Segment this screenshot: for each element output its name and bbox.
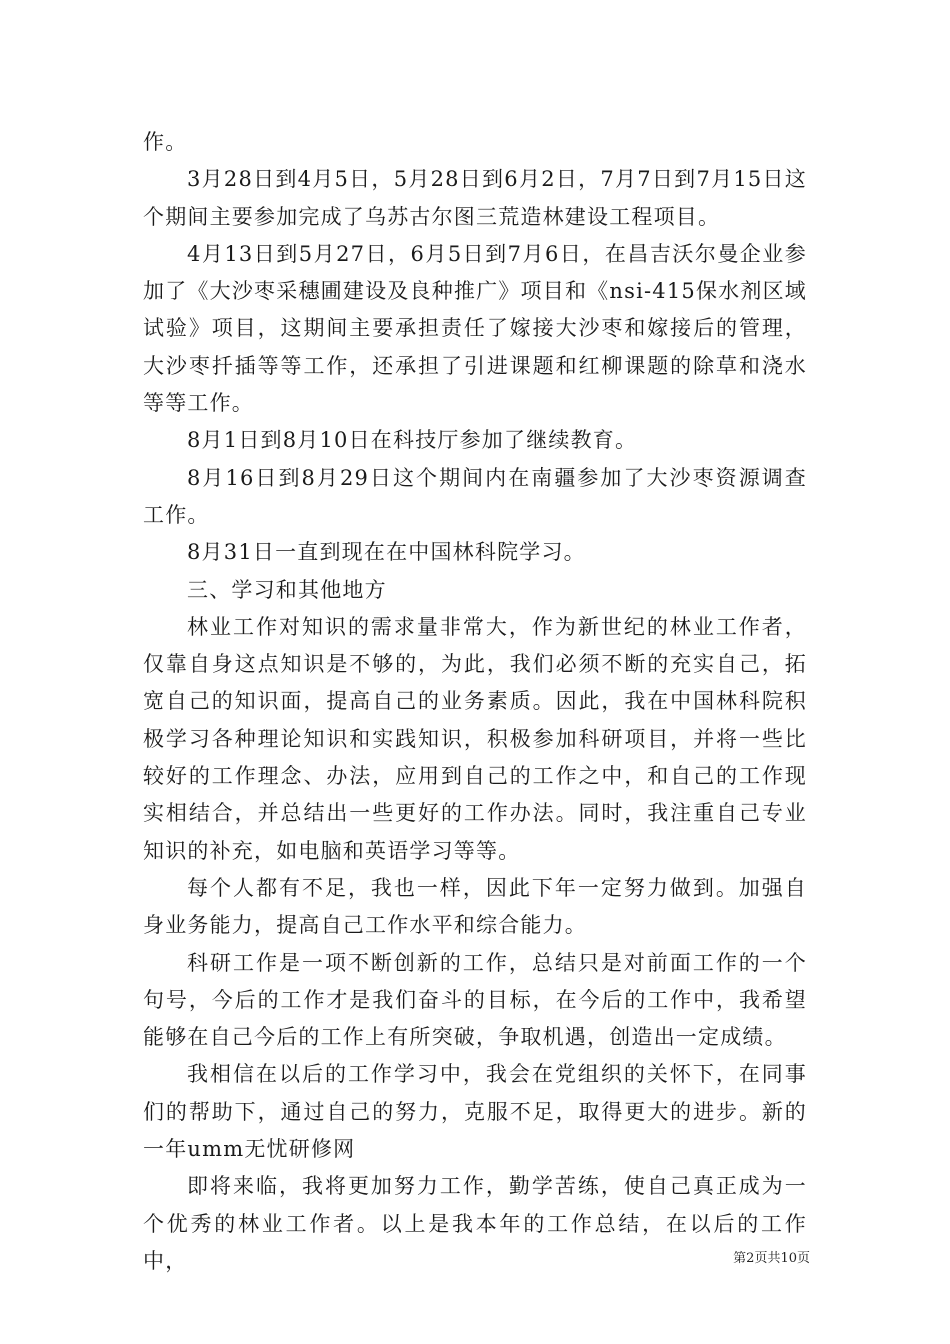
paragraph-9: 科研工作是一项不断创新的工作，总结只是对前面工作的一个句号，今后的工作才是我们奋斗的目标，在今后的工作中，我希望能够在自己今后的工作上有所突破，争取机遇，创造出一定成绩。: [143, 950, 807, 1050]
paragraph-6: 8月31日一直到现在在中国林科院学习。: [187, 540, 586, 565]
paragraph-1: 作。: [143, 130, 188, 154]
paragraph-5: 8月16日到8月29日这个期间内在南疆参加了大沙枣资源调查工作。: [143, 465, 807, 527]
section-heading: 三、学习和其他地方: [187, 577, 387, 602]
paragraph-8: 每个人都有不足，我也一样，因此下年一定努力做到。加强自身业务能力，提高自己工作水平和综合能力。: [143, 875, 807, 938]
paragraph-2: 3月28日到4月5日，5月28日到6月2日，7月7日到7月15日这个期间主要参加完成了乌苏古尔图三荒造林建设工程项目。: [143, 167, 807, 229]
paragraph-4: 8月1日到8月10日在科技厅参加了继续教育。: [187, 428, 638, 453]
paragraph-11: 即将来临，我将更加努力工作，勤学苦练，使自己真正成为一个优秀的林业工作者。以上是我本年的工作总结，在以后的工作中，: [143, 1174, 807, 1273]
paragraph-3: 4月13日到5月27日，6月5日到7月6日，在昌吉沃尔曼企业参加了《大沙枣采穗圃建设及良种推广》项目和《nsi-415保水剂区域试验》项目，这期间主要承担责任了嫁接大沙枣和嫁接后的管理，大沙枣扦插等等工作，还承担了引进课题和红柳课题的除草和浇水等等工作。: [143, 241, 807, 416]
page-number-footer: 第2页共10页: [733, 1251, 810, 1266]
paragraph-7: 林业工作对知识的需求量非常大，作为新世纪的林业工作者，仅靠自身这点知识是不够的，为此，我们必须不断的充实自己，拓宽自己的知识面，提高自己的业务素质。因此，我在中国林科院积极学习各种理论知识和实践知识，积极参加科研项目，并将一些比较好的工作理念、办法，应用到自己的工作之中，和自己的工作现实相结合，并总结出一些更好的工作办法。同时，我注重自己专业知识的补充，如电脑和英语学习等等。: [143, 614, 807, 863]
paragraph-10: 我相信在以后的工作学习中，我会在党组织的关怀下，在同事们的帮助下，通过自己的努力，克服不足，取得更大的进步。新的一年umm无忧研修网: [143, 1062, 807, 1162]
document-body: [143, 124, 807, 1280]
